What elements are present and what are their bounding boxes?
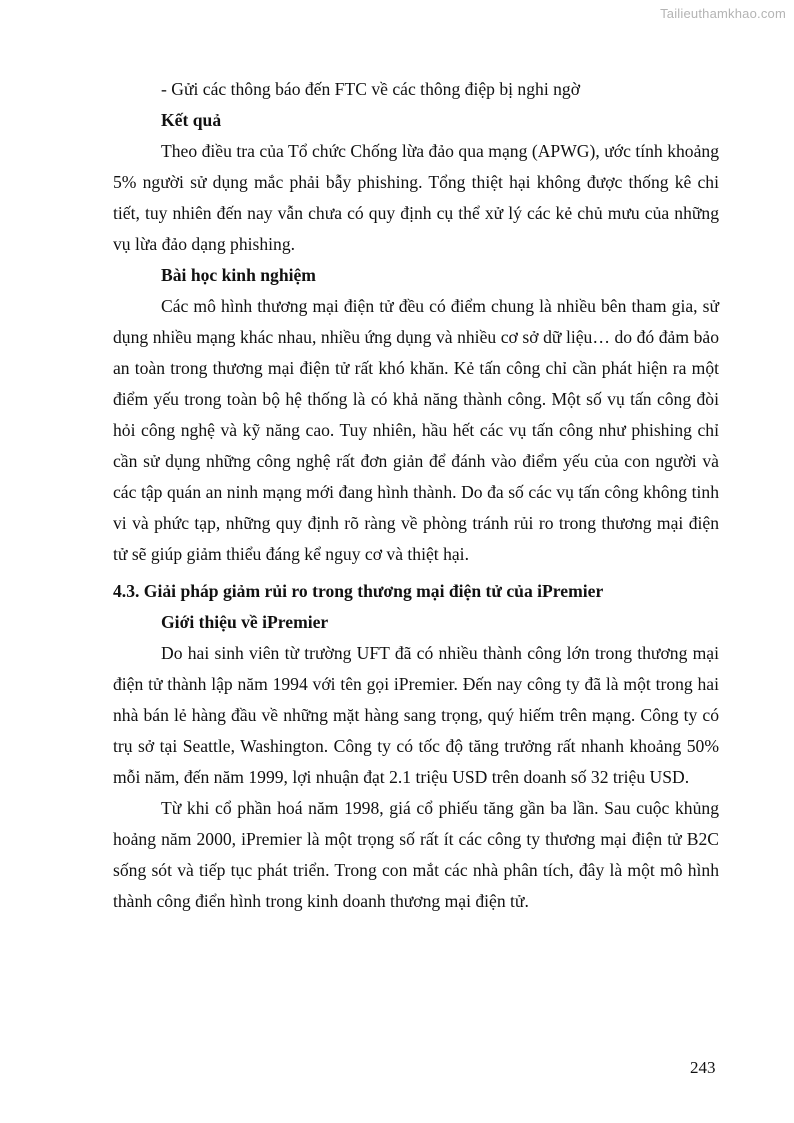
section-heading: 4.3. Giải pháp giảm rủi ro trong thương mại điện tử của iPremier <box>113 581 604 601</box>
paragraph-result: Theo điều tra của Tổ chức Chống lừa đảo qua mạng (APWG), ước tính khoảng 5% người sử dụng mắc phải bẫy phishing. Tổng thiệt hại không được thống kê chi tiết, tuy nhiên đến nay vẫn chưa có quy định cụ thể xử lý các kẻ chủ mưu của những vụ lừa đảo dạng phishing. <box>113 141 719 254</box>
subheading-intro: Giới thiệu về iPremier <box>161 612 329 632</box>
paragraph-intro-2: Từ khi cổ phần hoá năm 1998, giá cổ phiếu tăng gần ba lần. Sau cuộc khủng hoảng năm 2000, iPremier là một trọng số rất ít các công ty thương mại điện tử B2C sống sót và tiếp tục phát triển. Trong con mắt các nhà phân tích, đây là một mô hình thành công điển hình trong kinh doanh thương mại điện tử. <box>113 798 719 911</box>
document-body <box>113 74 719 917</box>
page-number: 243 <box>690 1058 716 1077</box>
paragraph-lessons: Các mô hình thương mại điện tử đều có điểm chung là nhiều bên tham gia, sử dụng nhiều mạng khác nhau, nhiều ứng dụng và nhiều cơ sở dữ liệu… do đó đảm bảo an toàn trong thương mại điện tử rất khó khăn. Kẻ tấn công chỉ cần phát hiện ra một điểm yếu trong toàn bộ hệ thống là có khả năng thành công. Một số vụ tấn công đòi hỏi công nghệ và kỹ năng cao. Tuy nhiên, hầu hết các vụ tấn công như phishing chỉ cần sử dụng những công nghệ rất đơn giản để đánh vào điểm yếu của con người và các tập quán an ninh mạng mới đang hình thành. Do đa số các vụ tấn công không tinh vi và phức tạp, những quy định rõ ràng về phòng tránh rủi ro trong thương mại điện tử sẽ giúp giảm thiểu đáng kể nguy cơ và thiệt hại. <box>113 296 719 564</box>
subheading-result: Kết quả <box>161 110 222 130</box>
paragraph-intro-1: Do hai sinh viên từ trường UFT đã có nhiều thành công lớn trong thương mại điện tử thành lập năm 1994 với tên gọi iPremier. Đến nay công ty đã là một trong hai nhà bán lẻ hàng đầu về những mặt hàng sang trọng, quý hiếm trên mạng. Công ty có trụ sở tại Seattle, Washington. Công ty có tốc độ tăng trưởng rất nhanh khoảng 50% mỗi năm, đến năm 1999, lợi nhuận đạt 2.1 triệu USD trên doanh số 32 triệu USD. <box>113 643 719 787</box>
subheading-lessons: Bài học kinh nghiệm <box>161 265 316 285</box>
bullet-line: - Gửi các thông báo đến FTC về các thông điệp bị nghi ngờ <box>161 79 581 99</box>
watermark: Tailieuthamkhao.com <box>660 6 786 21</box>
